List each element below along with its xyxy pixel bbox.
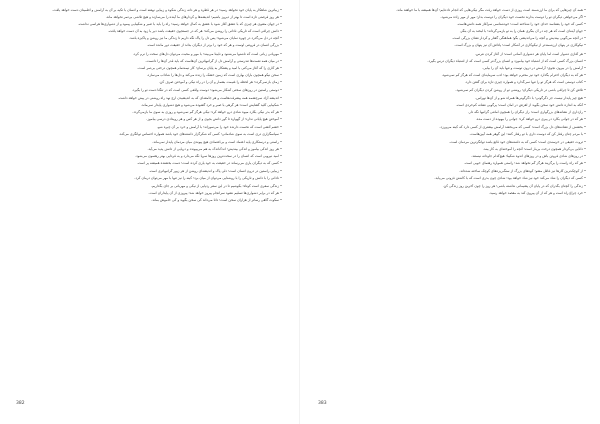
paragraph: • کسی که خود را بشناسد خدای خود را شناخته است؛ خودشناسی سرآغاز همه دانش‌هاست. [456,22,586,27]
paragraph: • زیبایی راستین در درون انسان است؛ دلی پاک و اندیشه‌ای روشن از هر زیور گرانبهاتری است. [148,168,282,173]
paragraph: • دانش چراغی است که تاریکی نادانی را روشن می‌کند؛ هر که در جستجوی حقیقت باشد دیر یا زود به آن دست خواهد یافت. [107,29,282,34]
paragraph: • بزرگی انسان در فروتنی اوست و هر که خود را برتر از دیگران بداند از حقیقت دور مانده است. [146,43,282,48]
paragraph: • خرد چراغ راه است و هر که از آن پیروی کند به مقصد خواهد رسید. [488,191,586,196]
right-page-text [324,8,586,400]
paragraph: • از کوچک‌ترین کارها نیز غافل مشو؛ کوه‌های بزرگ از سنگ‌ریزه‌های کوچک ساخته شده‌اند. [459,168,586,173]
right-page [300,0,600,424]
paragraph: • در آنچه می‌گویی بیندیش و آنچه را می‌اندیشی بگو؛ هماهنگی گفتار و کردار نشان بزرگی است. [451,36,586,41]
paragraph: • در میان همه نعمت‌ها تندرستی و آرامش دل از گرانبهاترین آن‌هاست که باید قدر آن‌ها را دانست. [145,59,282,64]
paragraph: • هیچ چیز پایدار نیست جز دگرگونی؛ با دگرگونی‌ها همراه شو و از آن‌ها نهراس. [475,96,586,101]
paragraph: • هر کاری را که آغاز می‌کنی با امید و پشتکار به پایان برسان؛ کار نیمه‌تمام همچون درختی بی‌ثمر است. [137,66,282,71]
paragraph: • هر روز اندکی بیاموز و اندکی بیندیش؛ اندک‌اندک به هم می‌پیوندد و دریایی از دانش پدید می‌آید. [147,147,282,152]
paragraph: • در جهان معنوی هر چیزی که با عشق آغاز شود با عشق به کمال خواهد رسید؛ راه را باید با صبر و شکیبایی پیمود و از دشواری‌ها هراسی نداشت. [77,22,282,27]
paragraph: • راستی و درستکاری پایه اعتماد است و بی‌اعتمادی هیچ پیوندی میان مردمان پایدار نمی‌ماند. [152,140,282,145]
paragraph: • مهربانی زبانی است که ناشنوا می‌شنود و نابینا می‌بیند؛ با مهر و محبت می‌توان دل‌های سخت را نرم کرد. [132,52,282,57]
paragraph: • خشم آتشی است که نخست دارنده خود را می‌سوزاند؛ با آرامش و خرد بر آن چیره شو. [156,124,282,129]
paragraph: • هر که به دیگران احترام بگذارد خود نیز محترم خواهد بود؛ ادب سرمایه‌ای است که هرگز کم نمی‌شود. [441,73,586,78]
paragraph: • دوستی راستین در روزهای سختی آشکار می‌شود؛ دوست واقعی کسی است که در تنگنا دست تو را بگیرد. [131,87,282,92]
left-page-text [20,8,282,400]
paragraph: • در روزهای شادی فروتن باش و در روزهای اندوه شکیبا؛ هیچ‌کدام جاودانه نیستند. [471,154,586,159]
paragraph: • رازداری از نشانه‌های بزرگواری است؛ راز دیگران را همچون امانتی گرانبها نگه دار. [467,110,586,115]
paragraph: • آرامش را در بیرون نجوی؛ آرامش در درون توست و تنها باید آن را بیابی. [482,66,586,71]
paragraph: • هر که راه راست را برگزیند هرگز گم نخواهد شد؛ راستی همواره رهنمای خوبی است. [463,161,586,166]
paragraph: • زندگی را آنچنان بگذران که در پایان آن پشیمانی نداشته باشی؛ هر روز را چون آخرین روز زندگی کن. [442,184,586,189]
paragraph: • ثروت حقیقی در خرسندی است؛ کسی که به داشته‌های خود قانع باشد توانگرترین مردمان است. [449,140,586,145]
paragraph: • بخشش از نشانه‌های دل بزرگ است؛ کسی که می‌بخشد آرامش بیشتری از کسی دارد که کینه می‌ورزد. [439,124,586,129]
paragraph: • آنچه در دل می‌گذرد در چهره نمایان می‌شود؛ پس دل را پاک نگه داریم تا زندگی ما نیز روشن و پاکیزه باشد. [128,36,282,41]
paragraph: • سپاسگزاری دری است به سوی شادمانی؛ کسی که شکرگزار داشته‌های خود باشد همواره احساس توانگری می‌کند. [118,131,282,136]
paragraph: • نادانی را با دانش و تاریکی را با روشنایی می‌توان از میان برد؛ کینه را نیز تنها با مهر می‌توان درمان کرد. [134,175,282,180]
paragraph: • آنکه به اندازه دانش خود سخن بگوید از لغزش در امان است؛ پرگویی نشانه کم‌خردی است. [455,103,586,108]
paragraph: • کتاب دوستی است که هرگز تو را تنها نمی‌گذارد و همواره چیزی تازه برای گفتن دارد. [464,80,586,85]
paragraph: • تلاش کن تا چراغی باشی در تاریکی دیگران؛ روشنی تو از روشن کردن دیگران کم نمی‌شود. [455,87,586,92]
paragraph: • آموختن هیچ پایانی ندارد؛ از گهواره تا گور دانش بجوی و از هر کس و هر رویدادی درسی بیاموز. [146,117,282,122]
paragraph: • هر روز فرصتی تازه است تا بهتر از دیروز باشیم؛ اندیشه‌ها و کردارهای ما آینده را می‌سازند و هیچ تلاشی بی‌ثمر نخواهد ماند. [105,15,282,20]
paragraph: • شکیبایی کلید گشایش است؛ هر گرهی با صبر و خرد گشوده می‌شود و هیچ دشواری پایدار نمی‌ماند. [140,103,282,108]
paragraph: • زمان بازنمی‌گردد؛ هر لحظه را غنیمت بشمار و آن را در راه نیکی و آموختن صرف کن. [158,80,282,85]
right-page-number: 383 [318,401,327,406]
paragraph: • با مردم چنان رفتار کن که دوست داری با تو رفتار کنند؛ این گوهر همه آیین‌هاست. [469,131,586,136]
paragraph: • امید نیرویی است که انسان را در سخت‌ترین روزها سرپا نگه می‌دارد و به فردایی بهتر رهنمون می‌شود. [135,154,282,159]
paragraph: • هر که در برابر دشواری‌ها تسلیم نشود سرانجام پیروز خواهد شد؛ پیروزی از آن پایداران است. [148,191,282,196]
paragraph: • هر که در جوانی بکارد در پیری درو خواهد کرد؛ جوانی را بیهوده از دست مده. [475,117,586,122]
paragraph: • همه آن چیزهایی که برای ما ارزشمند است روزی از دست خواهد رفت مگر نیکی‌هایی که انجام داده‌ایم؛ آن‌ها همیشه با ما خواهند ماند. [396,8,586,12]
paragraph: • سخن نیکو همچون باران بهاری است که زمین خشک را زنده می‌کند و دل‌ها را شاداب می‌سازد. [146,73,282,78]
paragraph: • زیباترین شاهکار به پایان خود نخواهد رسید؛ در هر قطره و هر دانه زندگی شکوه و زیبایی نهفته است و انسان با تکیه بر آن به آرامش و اطمینان دست خواهد یافت. [52,8,282,12]
paragraph: • هر که بذر نیکی بکارد میوه شادی درو خواهد کرد؛ نیکی هرگز گم نمی‌شود و روزی به سوی ما بازمی‌گردد. [132,110,282,115]
paragraph: • کسی که به دیگران یاری می‌رساند در حقیقت به خود یاری کرده است؛ دست بخشنده همیشه پر است. [136,161,282,166]
paragraph: • سکوت گاهی رساتر از هزاران سخن است؛ دانا می‌داند کی سخن بگوید و کی خاموش بماند. [151,198,282,203]
paragraph: • هر آغازی دشوار است اما پایان هر دشواری آسانی است؛ از آغاز کردن نترس. [474,52,586,57]
paragraph: • زندگی سفری است کوتاه؛ بکوشیم تا در این سفر ردپایی از نیکی و مهربانی بر جای بگذاریم. [150,184,282,189]
paragraph: • انسان بزرگ کسی است که از اشتباه خود بیاموزد و انسان بزرگ‌تر کسی است که از اشتباه دیگران درس بگیرد. [427,59,586,64]
paragraph: • دانایی بی‌کردار همچون درخت بی‌بار است؛ آنچه را آموخته‌ای به کار ببند. [482,147,586,152]
paragraph: • اندیشه آزاد سرچشمه همه پیشرفت‌هاست و هر جامعه‌ای که به اندیشیدن ارج نهد راه روشنی در پیش خواهد داشت. [117,96,282,101]
paragraph: • اگر می‌خواهی دیگران تو را دوست بدارند نخست خود دیگران را دوست بدار؛ مهر از مهر زاده می‌شود. [440,15,586,20]
paragraph: • کسی که دیگران را شاد می‌کند خود نیز شاد خواهد بود؛ شادی چون بذری است که با کاشتن فزونی می‌یابد. [434,175,586,180]
paragraph: • جهان آینه‌ای است که هر چه در آن بنگری همان را به تو بازمی‌گرداند؛ با لبخند به آن بنگر. [459,29,586,34]
left-page-number: 382 [16,401,25,406]
paragraph: • نیکوکاری در پنهان ارزشمندتر از نیکوکاری در آشکار است؛ پاداش آن نیز پنهان و بزرگ است. [454,43,586,48]
